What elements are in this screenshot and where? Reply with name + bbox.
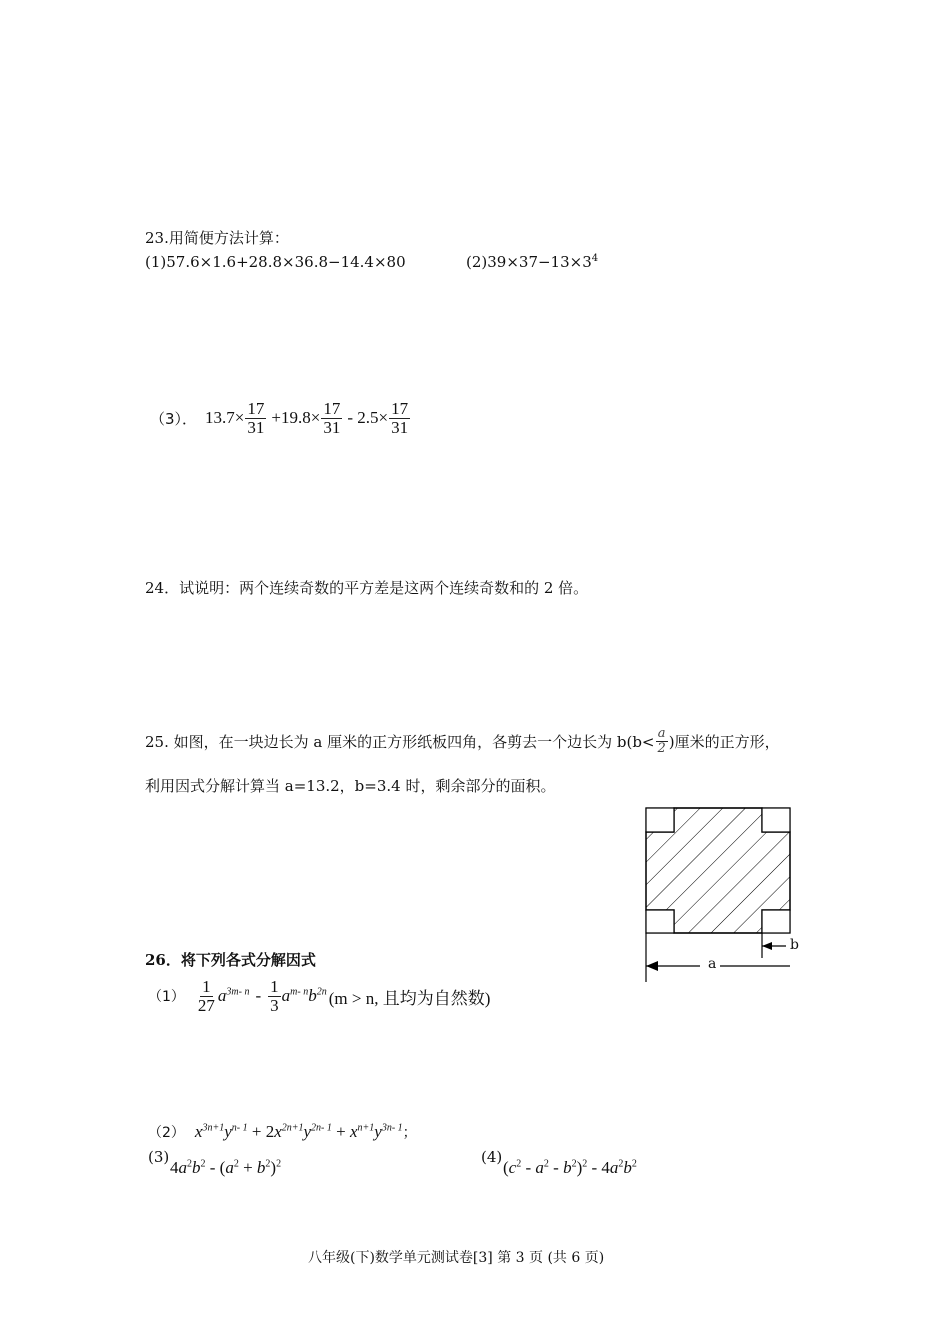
q23-part2-exp: 4 xyxy=(591,253,599,264)
q23-part3-term1: 13.7× xyxy=(205,408,245,428)
frac-numerator: 1 xyxy=(202,977,211,996)
figure-label-a: a xyxy=(708,956,717,972)
frac-denominator: 31 xyxy=(323,417,341,437)
dim-b-arrow xyxy=(762,942,772,950)
q26-part2: （2） $x^{3n+1}y^{n- 1} + 2x^{2n+1}y^{2n- 1} + x^{n+1}y^{3n- 1}$ ； xyxy=(148,1122,417,1141)
q25-line1 xyxy=(145,727,780,755)
q25-text-before: 25. 如图，在一块边长为 a 厘米的正方形纸板四角，各剪去一个边长为 b(b< xyxy=(145,732,655,751)
frac-numerator: 1 xyxy=(270,977,279,996)
q26-part1-frac2 xyxy=(268,978,281,1015)
corner-square-bl xyxy=(646,910,674,933)
frac-denominator: 2 xyxy=(657,740,666,756)
frac-denominator: 31 xyxy=(391,417,409,437)
corner-square-br xyxy=(762,910,790,933)
q23-part2 xyxy=(466,253,598,271)
q26-part3-label: (3) xyxy=(148,1148,170,1166)
frac-numerator: 17 xyxy=(323,399,341,418)
q23-part2-base: (2)39×37−13×3 xyxy=(466,253,592,271)
frac-denominator: 27 xyxy=(197,995,215,1015)
q25-line2: 利用因式分解计算当 a=13.2，b=3.4 时，剩余部分的面积。 xyxy=(145,777,556,795)
q23-part1: (1)57.6×1.6+28.8×36.8−14.4×80 xyxy=(145,253,406,271)
square-cut-figure xyxy=(640,800,810,990)
q25-frac xyxy=(656,727,668,755)
q26-part1: （1） $\frac{1}{27}$ $a^{3m- n}$ - $\frac{1}{3}$ $a^{m- n}b^{2n}$ (m > n, 且均为自然数) xyxy=(148,977,491,1015)
frac-denominator: 31 xyxy=(247,417,265,437)
q26-part1-condition: (m > n, 且均为自然数) xyxy=(328,988,491,1008)
q23-title: 23.用简便方法计算： xyxy=(145,229,289,247)
q23-part3-term2: +19.8× xyxy=(271,408,321,428)
q26-part2-expr: $x^{3n+1}y^{n- 1} + 2x^{2n+1}y^{2n- 1} + x^{n+1}y^{3n- 1}$ xyxy=(194,1122,403,1141)
q24-text: 24．试说明：两个连续奇数的平方差是这两个连续奇数和的 2 倍。 xyxy=(145,579,589,597)
page-footer: 八年级(下)数学单元测试卷[3] 第 3 页 (共 6 页) xyxy=(308,1250,605,1266)
q23-part3-label: （3）． xyxy=(150,409,198,428)
q26-title: 26．将下列各式分解因式 xyxy=(145,951,316,969)
q23-part3-term3: - 2.5× xyxy=(347,408,389,428)
frac-numerator: 17 xyxy=(391,399,409,418)
frac-numerator: 17 xyxy=(247,399,265,418)
q23-part3 xyxy=(150,400,411,437)
corner-square-tr xyxy=(762,808,790,832)
figure-label-b: b xyxy=(790,937,799,953)
q26-part4-label: (4) xyxy=(481,1148,503,1166)
q26-part1-label: （1） xyxy=(148,989,185,1006)
q26-part1-term1: $a^{3m- n}$ xyxy=(217,986,250,1006)
frac-denominator: 3 xyxy=(270,995,279,1015)
q26-part1-frac1 xyxy=(196,978,217,1015)
q23-part3-frac3 xyxy=(389,400,410,437)
q23-part3-frac2 xyxy=(321,400,342,437)
q26-part2-label: （2） xyxy=(148,1125,185,1141)
q25-text-after: )厘米的正方形， xyxy=(668,732,780,751)
q23-part3-frac1 xyxy=(245,400,266,437)
dim-a-arrow xyxy=(646,961,658,971)
q26-part1-term2: $a^{m- n}b^{2n}$ xyxy=(281,986,327,1006)
q26-part4-expr: $(c^2 - a^2 - b^2)^2 - 4a^2b^2$ xyxy=(503,1158,637,1177)
frac-numerator: a xyxy=(657,726,666,741)
q26-part3-expr: $4a^2b^2 - (a^2 + b^2)^2$ xyxy=(170,1158,282,1177)
corner-square-tl xyxy=(646,808,674,832)
